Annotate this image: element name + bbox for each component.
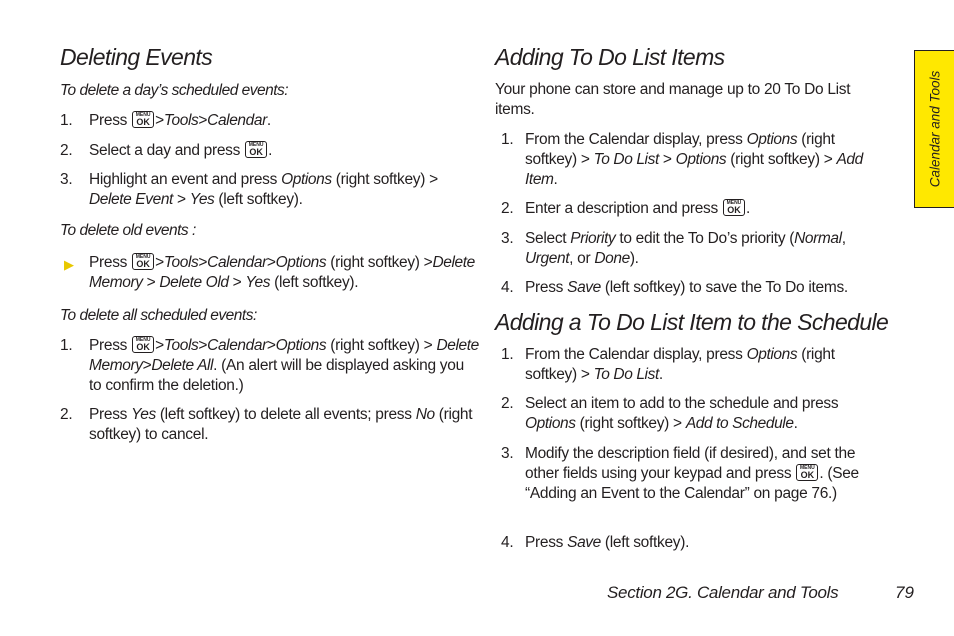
list-item: 4. Press Save (left softkey).	[501, 534, 690, 551]
section-tab-label: Calendar and Tools	[927, 70, 942, 188]
list-item: 4. Press Save (left softkey) to save the To Do items.	[501, 279, 848, 296]
list-item: 2. Select a day and press MENU OK .	[60, 142, 273, 159]
list-item: 2. Press Yes (left softkey) to delete all events; press No (right softkey) to cancel.	[60, 406, 473, 443]
menu-ok-key-icon: MENU OK	[245, 141, 267, 158]
list-item: 1. Press MENU OK >Tools>Calendar>Options (right softkey) > Delete Memory>Delete All. (An alert will be displayed asking you to confirm the deletion.)	[60, 337, 479, 394]
list-item: 2. Select an item to add to the schedule and press Options (right softkey) > Add to Schedule.	[501, 395, 839, 432]
list-item: 3. Modify the description field (if desired), and set the other fields using your keypad and press MENU OK . (See “Adding an Event to the Calendar” on page 76.)	[501, 445, 859, 502]
subheading-delete-all: To delete all scheduled events:	[60, 307, 257, 324]
menu-ok-key-icon: MENU OK	[132, 111, 154, 128]
list-item: 1. From the Calendar display, press Options (right softkey) > To Do List.	[501, 346, 835, 383]
page-number: 79	[895, 583, 914, 602]
subheading-delete-old: To delete old events :	[60, 222, 196, 239]
list-item: 1. From the Calendar display, press Options (right softkey) > To Do List > Options (right softkey) > Add Item.	[501, 131, 863, 188]
list-item: ▶ Press MENU OK >Tools>Calendar>Options (right softkey) >Delete Memory > Delete Old > Yes (left softkey).	[64, 254, 475, 291]
deleting-events-heading: Deleting Events	[60, 44, 213, 70]
list-item: 3. Select Priority to edit the To Do’s priority (Normal, Urgent, or Done).	[501, 230, 846, 267]
adding-todo-heading: Adding To Do List Items	[495, 44, 725, 70]
bullet-arrow-icon: ▶	[64, 257, 74, 272]
list-item: 1. Press MENU OK >Tools>Calendar.	[60, 112, 271, 129]
list-item: 3. Highlight an event and press Options (right softkey) > Delete Event > Yes (left softkey).	[60, 171, 438, 208]
adding-to-schedule-heading: Adding a To Do List Item to the Schedule	[495, 309, 889, 335]
menu-ok-key-icon: MENU OK	[132, 253, 154, 270]
menu-ok-key-icon: MENU OK	[796, 464, 818, 481]
section-tab	[914, 50, 954, 208]
intro-paragraph: Your phone can store and manage up to 20 To Do List items.	[495, 81, 851, 118]
menu-ok-key-icon: MENU OK	[723, 199, 745, 216]
subheading-delete-day: To delete a day’s scheduled events:	[60, 82, 289, 99]
footer-section-label: Section 2G. Calendar and Tools	[607, 583, 839, 602]
menu-ok-key-icon: MENU OK	[132, 336, 154, 353]
list-item: 2. Enter a description and press MENU OK .	[501, 200, 750, 217]
